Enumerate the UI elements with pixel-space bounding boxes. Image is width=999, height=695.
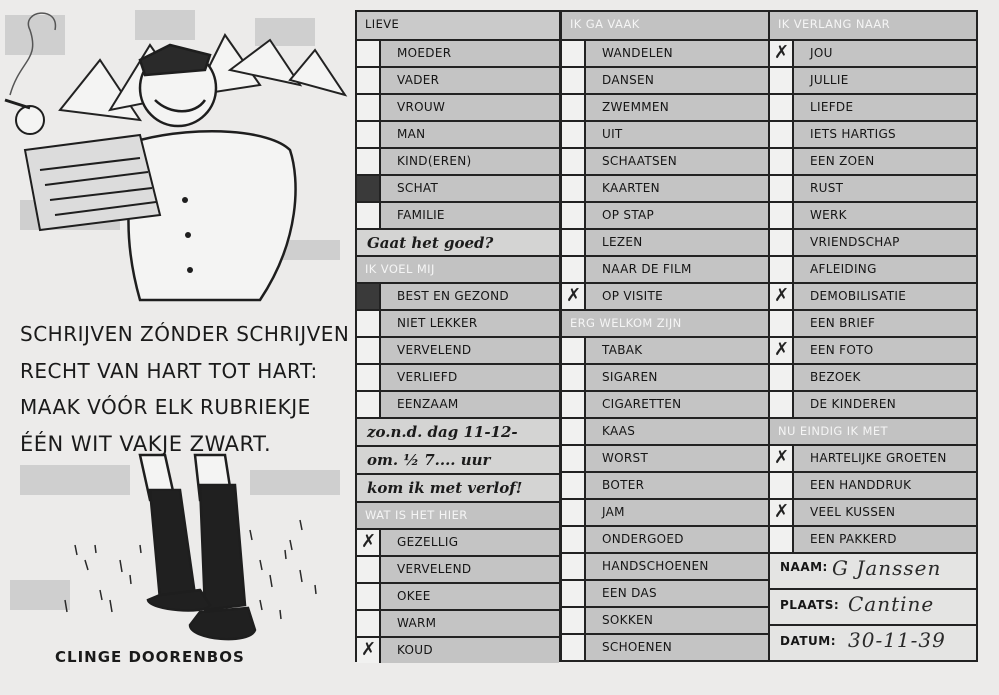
checklist-row-ondergoed (562, 525, 768, 552)
checkbox[interactable] (770, 68, 794, 93)
checkbox[interactable] (770, 149, 794, 174)
checklist-label: WANDELEN (586, 41, 768, 66)
checklist-label: BOTER (586, 473, 768, 498)
checkbox[interactable] (770, 95, 794, 120)
checklist-label: EEN PAKKERD (794, 527, 976, 552)
checklist-row-rust (770, 174, 976, 201)
check-mark-icon: ✗ (566, 285, 582, 306)
checklist-label: JAM (586, 500, 768, 525)
handwritten-text: zo.n.d. dag 11-12- (367, 419, 559, 445)
checklist-label: EEN DAS (586, 581, 768, 606)
checklist-label: WORST (586, 446, 768, 471)
field-plaats[interactable] (770, 588, 976, 624)
checklist-row-een-das (562, 579, 768, 606)
checklist-label: VEEL KUSSEN (794, 500, 976, 525)
checklist-label: KOUD (381, 638, 559, 663)
checkbox[interactable] (357, 392, 381, 417)
checklist-row-tabak (562, 336, 768, 363)
checklist-row-vriendschap (770, 228, 976, 255)
checklist-row-wandelen (562, 39, 768, 66)
checklist-row-man (357, 120, 559, 147)
checklist-label: GEZELLIG (381, 530, 559, 555)
section-header-label: NU EINDIG IK MET (770, 419, 976, 444)
checkbox[interactable] (562, 338, 586, 363)
checklist-row-lezen (562, 228, 768, 255)
checkbox[interactable] (562, 419, 586, 444)
section-header (562, 309, 768, 336)
checklist-label: MAN (381, 122, 559, 147)
section-header-label: IK VOEL MIJ (357, 257, 559, 282)
checklist-label: VRIENDSCHAP (794, 230, 976, 255)
checklist-row-op-visite (562, 282, 768, 309)
checklist-row-boter (562, 471, 768, 498)
checklist-row-sigaren (562, 363, 768, 390)
checkbox[interactable] (357, 638, 381, 663)
checkbox[interactable] (770, 392, 794, 417)
checklist-label: EEN BRIEF (794, 311, 976, 336)
checklist-row-iets-hartigs (770, 120, 976, 147)
field-datum[interactable] (770, 624, 976, 660)
check-mark-icon: ✗ (774, 42, 790, 63)
checkbox[interactable] (562, 257, 586, 282)
checkbox[interactable] (357, 68, 381, 93)
checkbox[interactable] (357, 122, 381, 147)
checklist-label: FAMILIE (381, 203, 559, 228)
checklist-row-verliefd (357, 363, 559, 390)
checklist-row-vervelend (357, 555, 559, 582)
checklist-label: LIEFDE (794, 95, 976, 120)
handwritten-text: om. ½ 7.... uur (367, 447, 559, 473)
checklist-label: EENZAAM (381, 392, 559, 417)
checkbox[interactable] (562, 500, 586, 525)
checklist-label: SIGAREN (586, 365, 768, 390)
checklist-label: SCHAATSEN (586, 149, 768, 174)
checkbox[interactable] (357, 176, 381, 201)
field-value: 30-11-39 (848, 628, 946, 652)
section-header-label: IK VERLANG NAAR (770, 12, 976, 39)
checkbox[interactable] (770, 473, 794, 498)
checkbox[interactable] (357, 584, 381, 609)
checklist-row-jullie (770, 66, 976, 93)
checklist-row-jam (562, 498, 768, 525)
checklist-row-een-zoen (770, 147, 976, 174)
checklist-label: SCHAT (381, 176, 559, 201)
slogan-line-4: ÉÉN WIT VAKJE ZWART. (20, 432, 272, 456)
checkbox[interactable] (770, 203, 794, 228)
checklist-label: DANSEN (586, 68, 768, 93)
checklist-row-schoenen (562, 633, 768, 660)
checklist-label: ZWEMMEN (586, 95, 768, 120)
checklist-row-kaarten (562, 174, 768, 201)
checklist-row-sokken (562, 606, 768, 633)
checklist-row-naar-de-film (562, 255, 768, 282)
checklist-label: TABAK (586, 338, 768, 363)
checklist-row-vervelend (357, 336, 559, 363)
checkbox[interactable] (562, 554, 586, 579)
checklist-row-uit (562, 120, 768, 147)
checklist-row-veel-kussen (770, 498, 976, 525)
checklist-row-schaatsen (562, 147, 768, 174)
checkbox[interactable] (770, 446, 794, 471)
checkbox[interactable] (562, 203, 586, 228)
field-value: Cantine (848, 592, 935, 616)
checklist-row-zwemmen (562, 93, 768, 120)
checkbox[interactable] (562, 230, 586, 255)
checklist-row-gezellig (357, 528, 559, 555)
section-header (357, 255, 559, 282)
section-header (357, 12, 559, 39)
checklist-label: CIGARETTEN (586, 392, 768, 417)
field-value: G Janssen (832, 556, 942, 580)
checklist-label: WERK (794, 203, 976, 228)
checklist-row-kaas (562, 417, 768, 444)
section-header-label: IK GA VAAK (562, 12, 768, 39)
checklist-label: EEN FOTO (794, 338, 976, 363)
checkbox[interactable] (562, 608, 586, 633)
checklist-label: VERVELEND (381, 338, 559, 363)
handwritten-line (357, 228, 559, 255)
checkbox[interactable] (562, 635, 586, 660)
checklist-label: VERVELEND (381, 557, 559, 582)
checklist-label: SOKKEN (586, 608, 768, 633)
column-lieve (355, 10, 561, 662)
field-naam[interactable] (770, 552, 976, 588)
checkbox[interactable] (357, 611, 381, 636)
checklist-label: EEN HANDDRUK (794, 473, 976, 498)
checklist-label: HARTELIJKE GROETEN (794, 446, 976, 471)
checklist-row-warm (357, 609, 559, 636)
checkbox[interactable] (357, 95, 381, 120)
checklist-row-moeder (357, 39, 559, 66)
checkbox[interactable] (357, 311, 381, 336)
section-header-label: WAT IS HET HIER (357, 503, 559, 528)
soldier-illustration (0, 0, 350, 695)
checklist-label: HANDSCHOENEN (586, 554, 768, 579)
checklist-row-koud (357, 636, 559, 663)
checkbox[interactable] (770, 122, 794, 147)
checkbox[interactable] (357, 203, 381, 228)
checklist-row-best-en-gezond (357, 282, 559, 309)
checklist-label: JOU (794, 41, 976, 66)
checkbox[interactable] (357, 365, 381, 390)
checkbox[interactable] (562, 149, 586, 174)
checklist-label: BEST EN GEZOND (381, 284, 559, 309)
checklist-row-afleiding (770, 255, 976, 282)
checklist-row-niet-lekker (357, 309, 559, 336)
checkbox[interactable] (770, 527, 794, 552)
handwritten-text: Gaat het goed? (367, 230, 559, 255)
checkbox[interactable] (770, 41, 794, 66)
checkbox[interactable] (770, 257, 794, 282)
handwritten-line (357, 473, 559, 501)
checklist-label: NIET LEKKER (381, 311, 559, 336)
checkbox[interactable] (357, 338, 381, 363)
check-mark-icon: ✗ (774, 447, 790, 468)
checklist-label: AFLEIDING (794, 257, 976, 282)
checklist-label: KAAS (586, 419, 768, 444)
checklist-row-een-pakkerd (770, 525, 976, 552)
slogan-line-3: MAAK VÓÓR ELK RUBRIEKJE (20, 395, 311, 419)
artist-credit: CLINGE DOORENBOS (55, 648, 245, 666)
checklist-label: VERLIEFD (381, 365, 559, 390)
checklist-label: BEZOEK (794, 365, 976, 390)
checklist-label: DEMOBILISATIE (794, 284, 976, 309)
check-mark-icon: ✗ (361, 531, 377, 552)
checklist-row-cigaretten (562, 390, 768, 417)
checkbox[interactable] (770, 311, 794, 336)
check-mark-icon: ✗ (774, 285, 790, 306)
checklist-row-vader (357, 66, 559, 93)
checkbox[interactable] (770, 338, 794, 363)
checkbox[interactable] (562, 527, 586, 552)
check-mark-icon: ✗ (361, 639, 377, 660)
checklist-row-hartelijke-groeten (770, 444, 976, 471)
checklist-label: VROUW (381, 95, 559, 120)
checklist-row-bezoek (770, 363, 976, 390)
section-header (357, 501, 559, 528)
slogan-line-1: SCHRIJVEN ZÓNDER SCHRIJVEN (20, 322, 350, 346)
column-ik-verlang-naar (768, 10, 978, 662)
checklist-row-demobilisatie (770, 282, 976, 309)
checkbox[interactable] (770, 176, 794, 201)
checklist-label: JULLIE (794, 68, 976, 93)
checkbox[interactable] (770, 365, 794, 390)
checklist-row-vrouw (357, 93, 559, 120)
checkbox[interactable] (562, 473, 586, 498)
handwritten-line (357, 417, 559, 445)
checklist-label: OKEE (381, 584, 559, 609)
checklist-label: NAAR DE FILM (586, 257, 768, 282)
checklist-label: LEZEN (586, 230, 768, 255)
checkbox[interactable] (562, 68, 586, 93)
checklist-row-handschoenen (562, 552, 768, 579)
checklist-row-liefde (770, 93, 976, 120)
checkbox[interactable] (562, 95, 586, 120)
checkbox[interactable] (357, 149, 381, 174)
section-header (562, 12, 768, 39)
checkbox[interactable] (357, 557, 381, 582)
checkbox[interactable] (770, 230, 794, 255)
section-header-label: LIEVE (357, 12, 559, 39)
checklist-label: DE KINDEREN (794, 392, 976, 417)
checklist-label: VADER (381, 68, 559, 93)
checkbox[interactable] (562, 581, 586, 606)
checkbox[interactable] (357, 530, 381, 555)
checklist-row-schat (357, 174, 559, 201)
checkbox[interactable] (770, 284, 794, 309)
checklist-label: ONDERGOED (586, 527, 768, 552)
checklist-row-een-brief (770, 309, 976, 336)
checklist-row-familie (357, 201, 559, 228)
checklist-row-dansen (562, 66, 768, 93)
checklist-row-op-stap (562, 201, 768, 228)
checklist-row-okee (357, 582, 559, 609)
checklist-label: IETS HARTIGS (794, 122, 976, 147)
checklist-row-eenzaam (357, 390, 559, 417)
checklist-label: KAARTEN (586, 176, 768, 201)
checklist-row-een-handdruk (770, 471, 976, 498)
checkbox[interactable] (562, 284, 586, 309)
check-mark-icon: ✗ (774, 501, 790, 522)
field-label: DATUM: (780, 634, 836, 648)
checklist-label: EEN ZOEN (794, 149, 976, 174)
field-label: PLAATS: (780, 598, 840, 612)
checklist-label: OP VISITE (586, 284, 768, 309)
section-header-label: ERG WELKOM ZIJN (562, 311, 768, 336)
checklist-label: SCHOENEN (586, 635, 768, 660)
checkbox[interactable] (562, 176, 586, 201)
checklist-row-een-foto (770, 336, 976, 363)
column-ik-ga-vaak (560, 10, 770, 662)
checkbox[interactable] (562, 122, 586, 147)
checklist-label: MOEDER (381, 41, 559, 66)
checklist-label: UIT (586, 122, 768, 147)
checklist-row-worst (562, 444, 768, 471)
checkbox[interactable] (357, 284, 381, 309)
handwritten-line (357, 445, 559, 473)
checkbox[interactable] (770, 500, 794, 525)
section-header (770, 12, 976, 39)
slogan-line-2: RECHT VAN HART TOT HART: (20, 359, 318, 383)
checkbox[interactable] (562, 365, 586, 390)
field-label: NAAM: (780, 560, 828, 574)
checklist-row-jou (770, 39, 976, 66)
handwritten-text: kom ik met verlof! (367, 475, 559, 501)
checklist-label: KIND(EREN) (381, 149, 559, 174)
checkbox[interactable] (562, 446, 586, 471)
checkbox[interactable] (562, 392, 586, 417)
checklist-row-kind-eren (357, 147, 559, 174)
checkbox[interactable] (357, 41, 381, 66)
checklist-row-werk (770, 201, 976, 228)
checklist-row-de-kinderen (770, 390, 976, 417)
checklist-label: WARM (381, 611, 559, 636)
section-header (770, 417, 976, 444)
checklist-label: OP STAP (586, 203, 768, 228)
check-mark-icon: ✗ (774, 339, 790, 360)
checklist-label: RUST (794, 176, 976, 201)
checkbox[interactable] (562, 41, 586, 66)
